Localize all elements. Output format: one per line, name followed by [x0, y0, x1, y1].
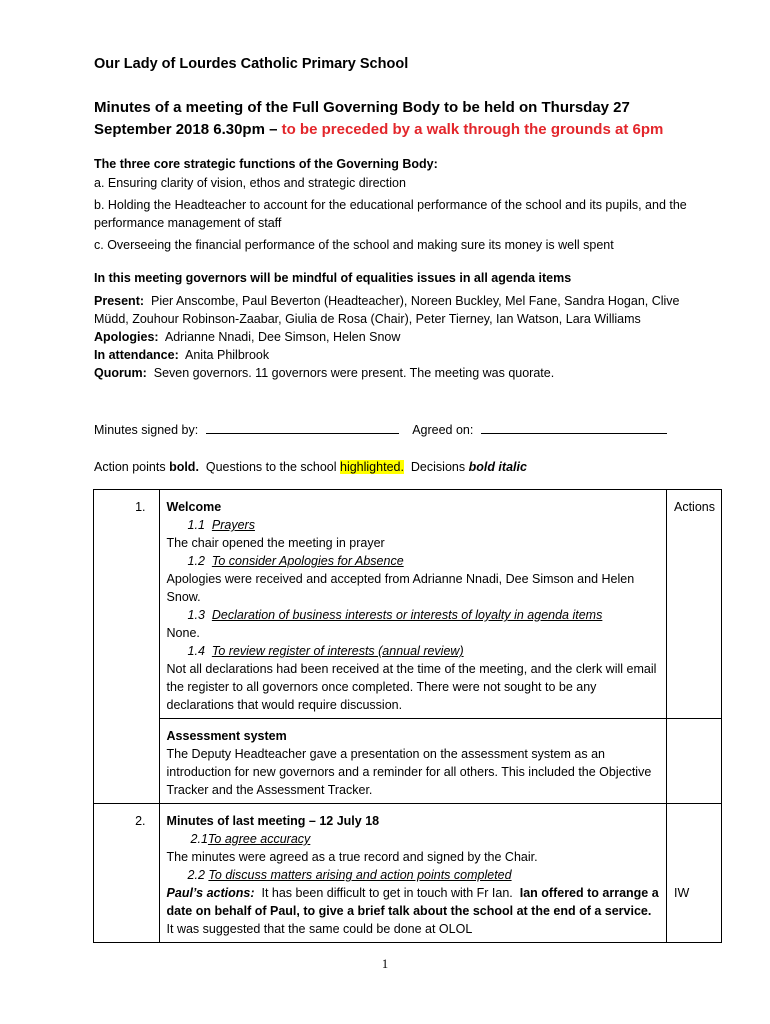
agreed-on-blank[interactable] [481, 421, 667, 434]
subitem-2-2: 2.2 To discuss matters arising and action points completed [187, 868, 512, 882]
apologies-label: Apologies: [94, 330, 159, 344]
minutes-title: Minutes of last meeting – 12 July 18 [166, 814, 380, 828]
assessment-content [159, 719, 666, 804]
subitem-1-1: 1.1 Prayers [187, 518, 255, 532]
legend-prefix: Action points [94, 460, 166, 474]
subitem-1-4-text: Not all declarations had been received at the time of the meeting, and the clerk will email the register to all governors once completed. There were not sought to be any declarations that would require discussion. [166, 662, 657, 712]
title-walk-note: to be preceded by a walk through the grounds at 6pm [281, 121, 664, 138]
quorum-label: Quorum: [94, 366, 147, 380]
action-owner: IW [674, 886, 690, 900]
legend-bold-italic: bold italic [468, 460, 527, 474]
assessment-title: Assessment system [166, 729, 287, 743]
legend-bold: bold. [169, 460, 199, 474]
subitem-1-2-text: Apologies were received and accepted from Adrianne Nnadi, Dee Simson and Helen Snow. [166, 572, 635, 604]
format-legend [94, 460, 527, 474]
apologies-list: Adrianne Nnadi, Dee Simson, Helen Snow [164, 330, 401, 344]
agenda-row-welcome [94, 490, 722, 719]
function-b: b. Holding the Headteacher to account for the educational performance of the school and its pupils, and the performance management of staff [94, 198, 687, 230]
assessment-actions [667, 719, 722, 804]
apologies-line [94, 328, 714, 346]
present-label: Present: [94, 294, 145, 308]
present-line [94, 292, 714, 328]
subitem-1-4: 1.4 To review register of interests (annual review) [187, 644, 464, 658]
legend-decisions: Decisions [410, 460, 466, 474]
item-title: Welcome [166, 500, 222, 514]
signoff-line [94, 421, 667, 437]
function-a: a. Ensuring clarity of vision, ethos and strategic direction [94, 176, 406, 190]
subitem-2-1: 2.1To agree accuracy [190, 832, 311, 846]
actions-header: Actions [667, 490, 722, 719]
item-content [159, 490, 666, 719]
agenda-row-minutes [94, 804, 722, 943]
title-line-2 [94, 119, 663, 141]
agenda-row-assessment [94, 719, 722, 804]
in-attendance-label: In attendance: [94, 348, 179, 362]
legend-questions: Questions to the school [205, 460, 337, 474]
signed-by-blank[interactable] [206, 421, 399, 434]
page-number: 1 [381, 957, 389, 971]
quorum-text: Seven governors. 11 governors were present. The meeting was quorate. [153, 366, 555, 380]
subitem-1-3: 1.3 Declaration of business interests or interests of loyalty in agenda items [187, 608, 603, 622]
subitem-2-1-text: The minutes were agreed as a true record and signed by the Chair. [166, 850, 538, 864]
title-date: September 2018 6.30pm – [94, 121, 278, 138]
minutes-actions [667, 804, 722, 943]
minutes-content [159, 804, 666, 943]
item-number: 2. [94, 804, 160, 943]
subitem-1-1-text: The chair opened the meeting in prayer [166, 536, 385, 550]
quorum-line [94, 364, 714, 382]
function-c: c. Overseeing the financial performance of the school and making sure its money is well spent [94, 238, 614, 252]
school-name: Our Lady of Lourdes Catholic Primary School [94, 56, 409, 72]
in-attendance-list: Anita Philbrook [185, 348, 270, 362]
attendance-block [94, 292, 714, 382]
pauls-actions: Paul’s actions: It has been difficult to get in touch with Fr Ian. Ian offered to arrange a date on behalf of Paul, to give a brief talk about the school at the end of a service. It was suggested that the same could be done at OLOL [166, 886, 659, 936]
functions-heading: The three core strategic functions of the Governing Body: [94, 157, 438, 171]
assessment-text: The Deputy Headteacher gave a presentation on the assessment system as an introduction for new governors and a reminder for all others. This included the Objective Tracker and the Assessment Tracker. [166, 747, 652, 797]
item-number: 1. [94, 490, 160, 804]
present-list: Pier Anscombe, Paul Beverton (Headteacher), Noreen Buckley, Mel Fane, Sandra Hogan, Clive Müdd, Zouhour Robinson-Zaabar, Giulia de Rosa (Chair), Peter Tierney, Ian Watson, Lara Williams [94, 294, 680, 326]
subitem-1-2: 1.2 To consider Apologies for Absence [187, 554, 404, 568]
agreed-on-label: Agreed on: [412, 423, 474, 437]
subitem-1-3-text: None. [166, 626, 200, 640]
equalities-note: In this meeting governors will be mindful of equalities issues in all agenda items [94, 271, 572, 285]
in-attendance-line [94, 346, 714, 364]
agenda-table [93, 489, 722, 943]
signed-by-label: Minutes signed by: [94, 423, 199, 437]
legend-highlighted: highlighted. [340, 460, 404, 474]
document-title [94, 97, 663, 141]
title-line-1: Minutes of a meeting of the Full Governing Body to be held on Thursday 27 [94, 99, 630, 116]
